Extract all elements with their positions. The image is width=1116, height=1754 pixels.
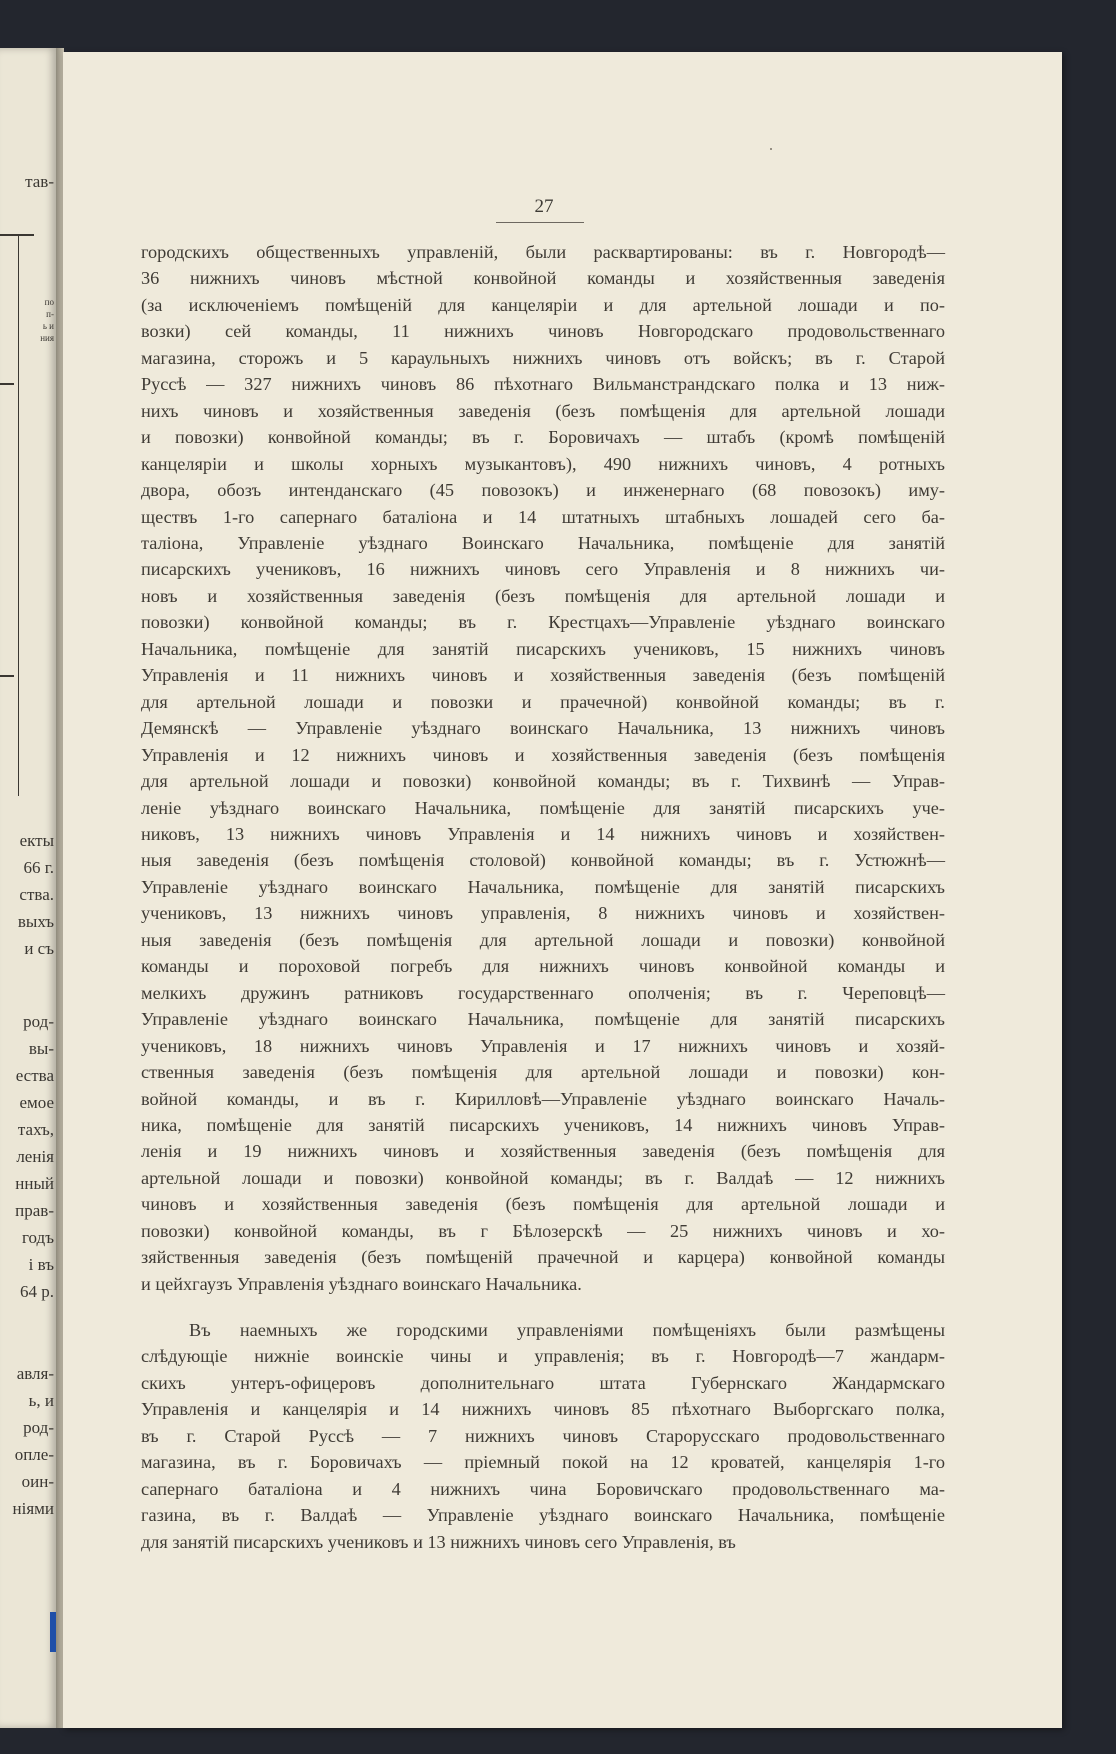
text-line: мелкихъ дружинъ ратниковъ государственнаго ополченія; въ г. Череповцѣ— [141,982,945,1003]
text-line: Въ наемныхъ же городскими управленіями помѣщеніяхъ были размѣщены [189,1320,945,1340]
left-page-fragment: и съ [24,939,54,958]
left-table-fragment: по п- ь и ния [40,297,54,343]
text-line: войной команды, и въ г. Кирилловѣ—Управленіе уѣзднаго воинскаго Началь- [141,1088,945,1109]
paragraph-1 [141,239,945,1297]
left-page-fragment: ніями [12,1499,54,1518]
left-page-fragment: емое [19,1093,54,1112]
paragraph-2 [141,1317,945,1555]
text-line: ственныя заведенія (безъ помѣщенія для артельной лошади и повозки) кон- [141,1062,945,1083]
text-line: для артельной лошади и повозки и прачечной) конвойной команды; въ г. [141,691,945,712]
left-page-fragment: тахъ, [17,1120,54,1139]
left-table-rule [0,234,34,236]
left-page-fragment: ь, и [28,1391,54,1410]
left-page-fragment: 66 г. [23,858,54,877]
left-page-fragment: род- [23,1012,54,1031]
left-page-fragment: выхъ [17,912,54,931]
page-number: 27 [534,196,554,217]
text-line: учениковъ, 18 нижнихъ чиновъ Управленія и 17 нижнихъ чиновъ и хозяй- [141,1035,945,1056]
text-line: Управленіе уѣзднаго воинскаго Начальника, помѣщеніе для занятій писарскихъ [141,876,945,897]
text-line: скихъ унтеръ-офицеровъ дополнительнаго штата Губернскаго Жандармскаго [141,1372,945,1393]
text-line: въ г. Старой Руссѣ — 7 нижнихъ чиновъ Старорусскаго продовольственнаго [141,1425,945,1446]
left-page-fragment: ества [15,1066,54,1085]
text-line: 36 нижнихъ чиновъ мѣстной конвойной команды и хозяйственныя заведенія [141,268,945,289]
left-table-rule [0,383,14,385]
text-line: чиновъ и хозяйственныя заведенія (безъ помѣщенія для артельной лошади и [141,1194,945,1215]
paper-speck [770,148,772,150]
text-line: Управленія и 11 нижнихъ чиновъ и хозяйственныя заведенія (безъ помѣщеній [141,665,945,686]
left-page-fragment: опле- [14,1445,54,1464]
text-line: и цейхгаузъ Управленія уѣзднаго воинскаго Начальника. [141,1273,582,1294]
left-page-fragment: і въ [28,1255,54,1274]
bookmark-ribbon [50,1612,56,1652]
text-line: Руссѣ — 327 нижнихъ чиновъ 86 пѣхотнаго Вильманстрандскаго полка и 13 ниж- [141,374,945,395]
text-line: повозки) конвойной команды; въ г. Крестцахъ—Управленіе уѣзднаго воинскаго [141,612,945,633]
text-line: возки) сей команды, 11 нижнихъ чиновъ Новгородскаго продовольственнаго [141,321,945,342]
text-line: никовъ, 13 нижнихъ чиновъ Управленія и 14 нижнихъ чиновъ и хозяйствен- [141,823,945,844]
left-page-fragment: прав- [15,1201,54,1220]
page-number-rule [496,222,584,223]
left-page-fragment: нный [15,1174,54,1193]
text-line: новъ и хозяйственныя заведенія (безъ помѣщенія для артельной лошади и [141,585,945,606]
left-page-fragment: авля- [16,1364,54,1383]
text-line: (за исключеніемъ помѣщеній для канцеляріи и для артельной лошади и по- [141,294,945,315]
text-line: для занятій писарскихъ учениковъ и 13 нижнихъ чиновъ сего Управленія, въ [141,1531,736,1552]
text-line: сапернаго баталіона и 4 нижнихъ чина Боровичскаго продовольственнаго ма- [141,1478,945,1499]
text-line: городскихъ общественныхъ управленій, были расквартированы: въ г. Новгородѣ— [141,242,945,262]
text-line: ника, помѣщеніе для занятій писарскихъ учениковъ, 14 нижнихъ чиновъ Управ- [141,1114,945,1135]
book-page [63,52,1062,1728]
text-line: магазина, сторожъ и 5 караульныхъ нижнихъ чиновъ отъ войскъ; въ г. Старой [141,347,945,368]
text-line: артельной лошади и повозки) конвойной команды; въ г. Валдаѣ — 12 нижнихъ [141,1167,945,1188]
text-line: команды и пороховой погребъ для нижнихъ чиновъ конвойной команды и [141,956,945,977]
text-line: таліона, Управленіе уѣзднаго Воинскаго Начальника, помѣщеніе для занятій [141,532,945,553]
text-line: слѣдующіе нижніе воинскіе чины и управленія; въ г. Новгородѣ—7 жандарм- [141,1346,945,1367]
text-line: нихъ чиновъ и хозяйственныя заведенія (безъ помѣщенія для артельной лошади [141,400,945,421]
text-line: повозки) конвойной команды, въ г Бѣлозерскѣ — 25 нижнихъ чиновъ и хо- [141,1220,945,1241]
text-line: канцеляріи и школы хорныхъ музыкантовъ), 490 нижнихъ чиновъ, 4 ротныхъ [141,453,945,474]
text-line: ныя заведенія (безъ помѣщенія для артельной лошади и повозки) конвойной [141,929,945,950]
left-page-fragment: род- [23,1418,54,1437]
left-page-fragment: оин- [21,1472,54,1491]
left-page-fragment: 64 р. [20,1282,54,1301]
text-line: Начальника, помѣщеніе для занятій писарскихъ учениковъ, 15 нижнихъ чиновъ [141,638,945,659]
left-page-fragment: ства. [19,885,54,904]
left-page-fragment: годъ [22,1228,54,1247]
text-line: Управленія и 12 нижнихъ чиновъ и хозяйственныя заведенія (безъ помѣщенія [141,744,945,765]
text-line: зяйственныя заведенія (безъ помѣщеній прачечной и карцера) конвойной команды [141,1247,945,1268]
text-line: двора, обозъ интенданскаго (45 повозокъ) и инженернаго (68 повозокъ) иму- [141,480,945,501]
left-page-fragment: екты [19,831,54,850]
text-line: магазина, въ г. Боровичахъ — пріемный покой на 12 кроватей, канцелярія 1-го [141,1452,945,1473]
text-line: Управленія и канцелярія и 14 нижнихъ чиновъ 85 пѣхотнаго Выборгскаго полка, [141,1399,945,1420]
text-line: писарскихъ учениковъ, 16 нижнихъ чиновъ сего Управленія и 8 нижнихъ чи- [141,559,945,580]
text-line: леніе уѣзднаго воинскаго Начальника, помѣщеніе для занятій писарскихъ уче- [141,797,945,818]
text-line: для артельной лошади и повозки) конвойной команды; въ г. Тихвинѣ — Управ- [141,771,945,792]
text-line: ныя заведенія (безъ помѣщенія столовой) конвойной команды; въ г. Устюжнѣ— [141,850,945,871]
text-line: учениковъ, 13 нижнихъ чиновъ управленія, 8 нижнихъ чиновъ и хозяйствен- [141,903,945,924]
left-page-fragment: ленія [16,1147,54,1166]
left-page-fragment: вы- [28,1039,54,1058]
text-line: Демянскѣ — Управленіе уѣзднаго воинскаго Начальника, 13 нижнихъ чиновъ [141,718,945,739]
text-line: Управленіе уѣзднаго воинскаго Начальника, помѣщеніе для занятій писарскихъ [141,1009,945,1030]
text-line: газина, въ г. Валдаѣ — Управленіе уѣзднаго воинскаго Начальника, помѣщеніе [141,1505,945,1526]
text-line: ленія и 19 нижнихъ чиновъ и хозяйственныя заведенія (безъ помѣщенія для [141,1141,945,1162]
text-line: и повозки) конвойной команды; въ г. Боровичахъ — штабъ (кромѣ помѣщеній [141,427,945,448]
left-table-rule [0,675,14,677]
left-page-edge [0,48,58,1728]
text-line: ществъ 1-го сапернаго баталіона и 14 штатныхъ штабныхъ лошадей сего ба- [141,506,945,527]
left-page-fragment: тав- [25,172,54,191]
left-table-rule-vertical [18,236,19,796]
